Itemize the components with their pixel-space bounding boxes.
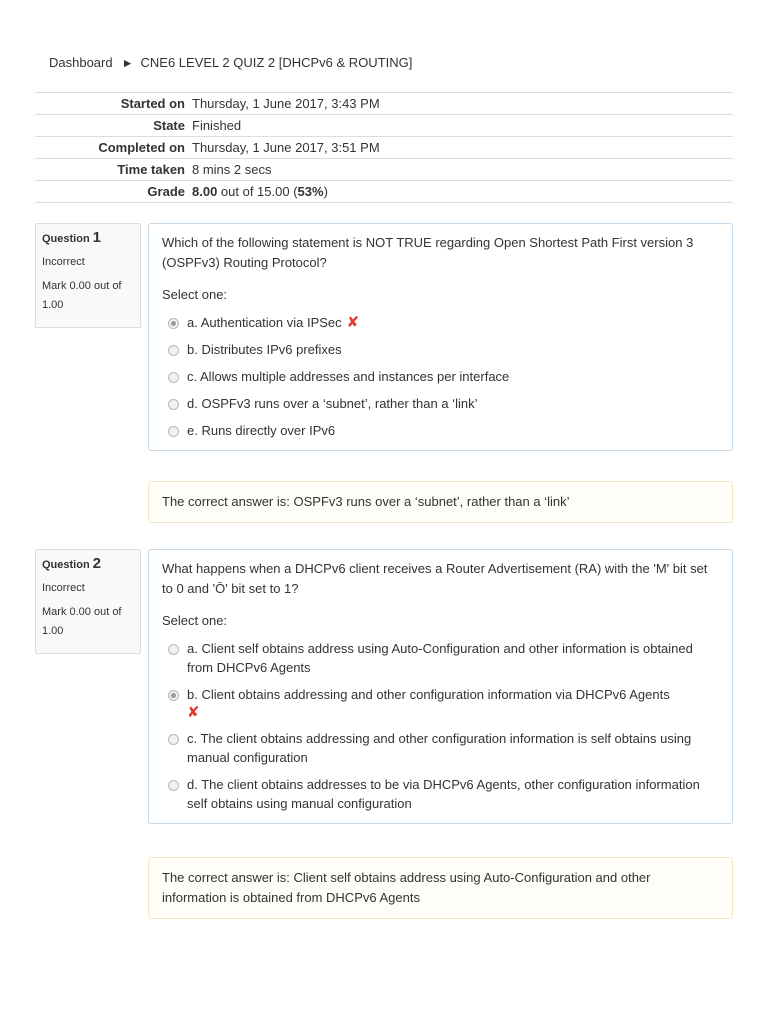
summary-row-completed	[35, 137, 733, 159]
grade-out-of: out of 15.00 (	[217, 184, 298, 199]
answer-radio[interactable]	[168, 734, 179, 745]
question-text: What happens when a DHCPv6 client receives a Router Advertisement (RA) with the 'M' bit set to 0 and 'Ō' bit set to 1?	[162, 561, 708, 596]
time-taken-label: Time taken	[117, 162, 185, 177]
question-number-value: 1	[92, 229, 102, 246]
completed-on-label: Completed on	[98, 140, 185, 155]
answer-text: b. Distributes IPv6 prefixes	[187, 342, 342, 357]
state-label: State	[153, 118, 185, 133]
answer-radio[interactable]	[168, 399, 179, 410]
answer-list	[162, 639, 720, 813]
grade-percent: 53%	[297, 184, 324, 199]
answer-text: a. Authentication via IPSec	[187, 315, 342, 330]
answer-label	[187, 685, 720, 721]
question-mark: Mark 0.00 out of 1.00	[42, 280, 122, 311]
question-text: Which of the following statement is NOT TRUE regarding Open Shortest Path First version 3 (OSPFv3) Routing Protocol?	[162, 235, 694, 270]
question-formulation-1	[148, 223, 733, 451]
answer-list	[162, 313, 720, 440]
answer-text: c. Allows multiple addresses and instances per interface	[187, 369, 510, 384]
select-one-prompt: Select one:	[162, 613, 228, 628]
answer-text: b. Client obtains addressing and other configuration information via DHCPv6 Agents	[187, 687, 670, 702]
question-state: Incorrect	[42, 256, 85, 268]
select-one-prompt: Select one:	[162, 287, 228, 302]
answer-radio[interactable]	[168, 644, 179, 655]
completed-on-value: Thursday, 1 June 2017, 3:51 PM	[192, 140, 380, 155]
attempt-summary-table	[35, 92, 733, 203]
summary-row-grade	[35, 181, 733, 203]
question-label: Question	[42, 559, 90, 571]
question-label: Question	[42, 233, 90, 245]
answer-label	[187, 775, 720, 813]
answer-option[interactable]	[162, 340, 720, 359]
answer-text: c. The client obtains addressing and other configuration information is self obtains using manual configuration	[187, 731, 692, 765]
answer-option[interactable]	[162, 394, 720, 413]
started-on-value: Thursday, 1 June 2017, 3:43 PM	[192, 96, 380, 111]
answer-radio[interactable]	[168, 345, 179, 356]
answer-option[interactable]	[162, 685, 720, 721]
question-info-1	[35, 223, 141, 328]
breadcrumb	[49, 55, 412, 70]
answer-option[interactable]	[162, 775, 720, 813]
answer-text: a. Client self obtains address using Auto-Configuration and other information is obtained from DHCPv6 Agents	[187, 641, 693, 675]
answer-label	[187, 367, 720, 386]
answer-label	[187, 421, 720, 440]
answer-radio[interactable]	[168, 426, 179, 437]
summary-row-time	[35, 159, 733, 181]
answer-label	[187, 340, 720, 359]
question-state: Incorrect	[42, 582, 85, 594]
grade-value	[191, 181, 733, 203]
state-value: Finished	[192, 118, 242, 133]
incorrect-cross-icon: ✘	[187, 704, 200, 721]
answer-radio[interactable]	[168, 690, 179, 701]
summary-row-started	[35, 93, 733, 115]
grade-label: Grade	[147, 184, 185, 199]
question-info-2	[35, 549, 141, 654]
time-taken-value: 8 mins 2 secs	[192, 162, 272, 177]
grade-score: 8.00	[192, 184, 218, 199]
breadcrumb-current-quiz[interactable]: CNE6 LEVEL 2 QUIZ 2 [DHCPv6 & ROUTING]	[140, 55, 413, 70]
answer-label	[187, 394, 720, 413]
summary-row-state	[35, 115, 733, 137]
question-formulation-2	[148, 549, 733, 824]
started-on-label: Started on	[120, 96, 185, 111]
answer-label	[187, 313, 720, 332]
answer-text: d. OSPFv3 runs over a ‘subnet’, rather than a ‘link’	[187, 396, 478, 411]
incorrect-cross-icon: ✘	[346, 314, 360, 331]
question-number-1	[42, 229, 140, 246]
question-mark: Mark 0.00 out of 1.00	[42, 606, 122, 637]
grade-close-paren: )	[323, 184, 328, 199]
answer-option[interactable]	[162, 367, 720, 386]
question-feedback-2	[148, 857, 733, 919]
question-feedback-1	[148, 481, 733, 523]
answer-text: e. Runs directly over IPv6	[187, 423, 336, 438]
answer-option[interactable]	[162, 313, 720, 332]
breadcrumb-separator-icon: ►	[121, 55, 134, 70]
answer-radio[interactable]	[168, 318, 179, 329]
answer-radio[interactable]	[168, 372, 179, 383]
question-number-2	[42, 555, 140, 572]
correct-answer-text: The correct answer is: OSPFv3 runs over a ‘subnet’, rather than a ‘link’	[162, 494, 570, 509]
breadcrumb-dashboard-link[interactable]: Dashboard	[49, 55, 113, 70]
correct-answer-text: The correct answer is: Client self obtains address using Auto-Configuration and other information is obtained from DHCPv6 Agents	[162, 870, 651, 905]
answer-option[interactable]	[162, 421, 720, 440]
answer-option[interactable]	[162, 639, 720, 677]
answer-label	[187, 729, 720, 767]
answer-radio[interactable]	[168, 780, 179, 791]
answer-label	[187, 639, 720, 677]
answer-text: d. The client obtains addresses to be via DHCPv6 Agents, other configuration information self obtains using manual configuration	[187, 777, 700, 811]
question-number-value: 2	[92, 555, 102, 572]
answer-option[interactable]	[162, 729, 720, 767]
